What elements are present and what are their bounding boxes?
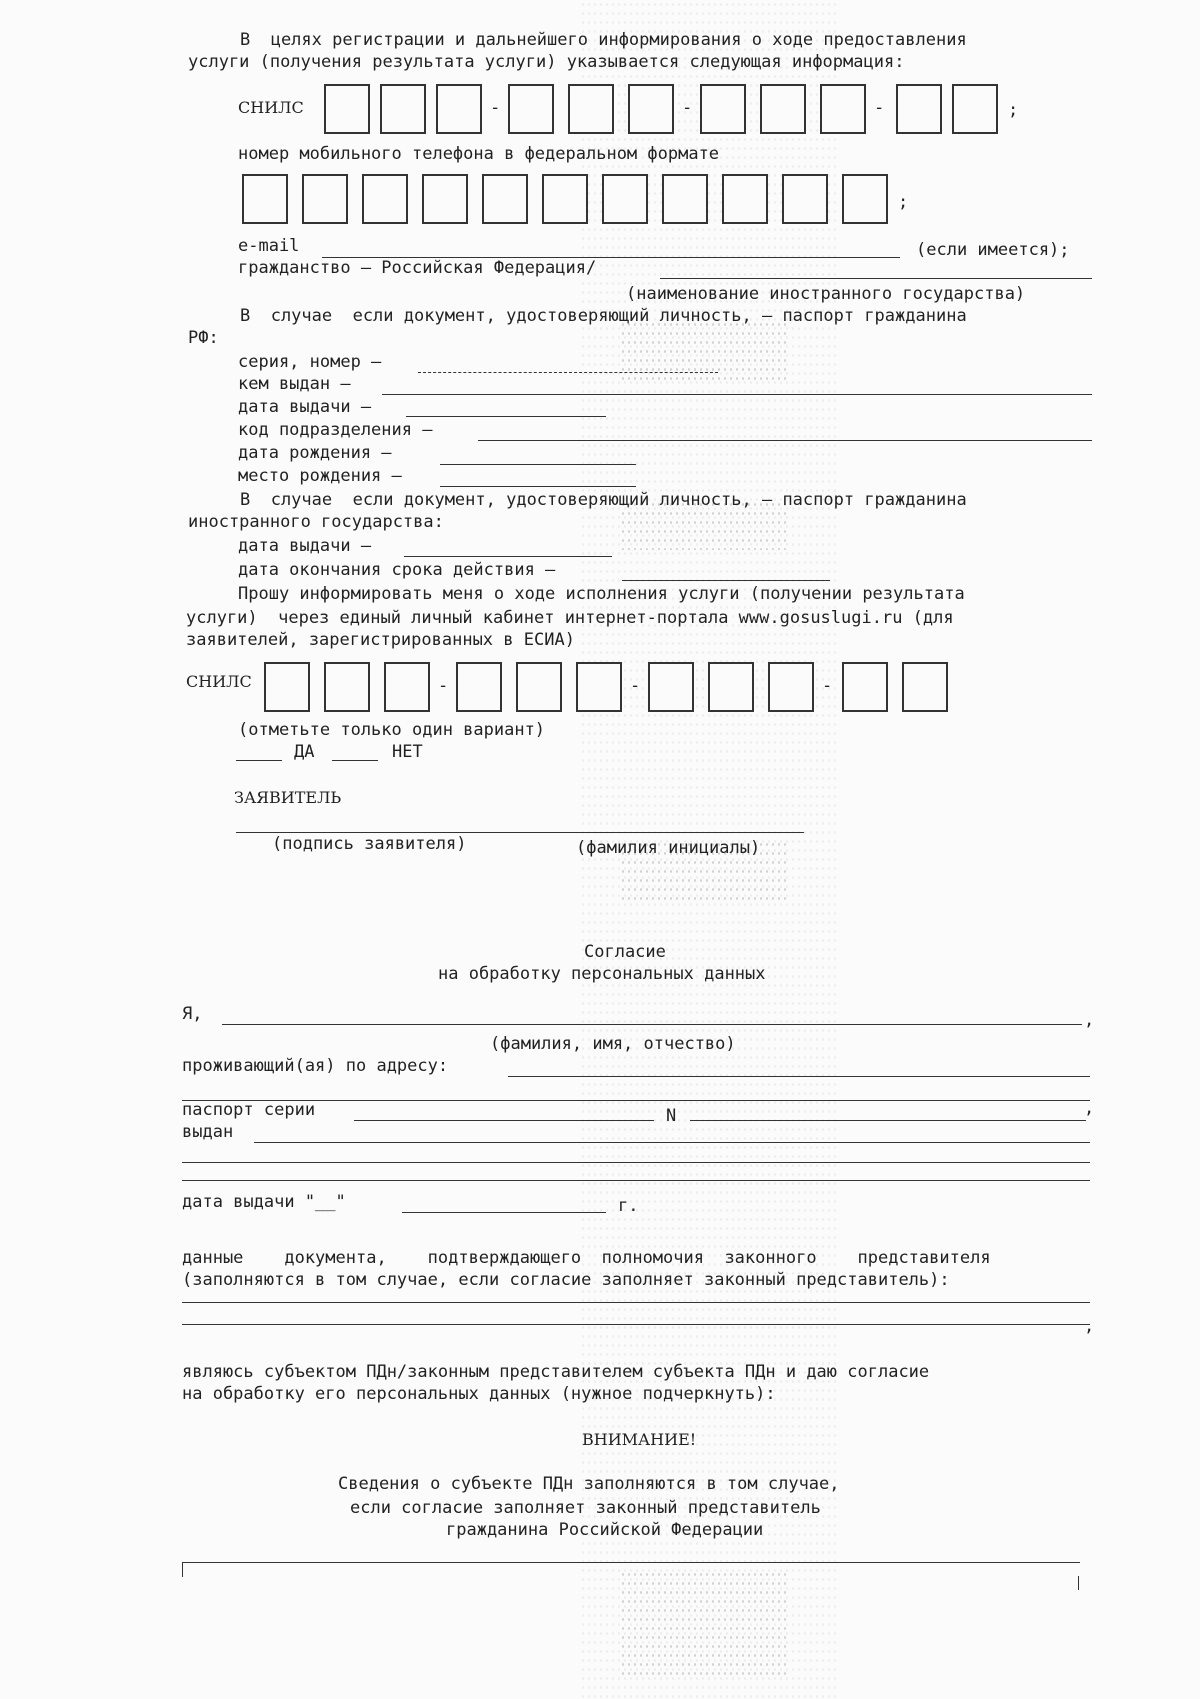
snils-digit-box[interactable]: [628, 84, 674, 134]
scan-noise: [620, 1570, 790, 1680]
snils-digit-box[interactable]: [842, 662, 888, 712]
snils-digit-box[interactable]: [902, 662, 948, 712]
snils-digit-box[interactable]: [324, 662, 370, 712]
issue-date-label: дата выдачи –: [238, 397, 372, 417]
phone-digit-box[interactable]: [602, 174, 648, 224]
snils-dash: -: [822, 676, 833, 696]
snils-dash: -: [682, 98, 693, 118]
citizenship-hint: (наименование иностранного государства): [626, 284, 1026, 304]
subject-text: являюсь субъектом ПДн/законным представителем субъекта ПДн и даю согласие: [182, 1362, 930, 1382]
snils-digit-box[interactable]: [576, 662, 622, 712]
phone-digit-box[interactable]: [662, 174, 708, 224]
notify-text: заявителей, зарегистрированных в ЕСИА): [186, 630, 575, 650]
series-field[interactable]: [418, 372, 718, 373]
snils-digit-box[interactable]: [952, 84, 998, 134]
dept-code-label: код подразделения –: [238, 420, 433, 440]
snils-digit-box[interactable]: [768, 662, 814, 712]
issued-field-3[interactable]: [182, 1180, 1090, 1181]
snils-label: СНИЛС: [238, 98, 304, 117]
rf-passport-intro: РФ:: [188, 328, 219, 348]
snils-label: СНИЛС: [186, 672, 252, 691]
issued-field[interactable]: [254, 1142, 1090, 1143]
phone-digit-box[interactable]: [482, 174, 528, 224]
series-label: серия, номер –: [238, 352, 382, 372]
consent-title: Согласие: [584, 942, 666, 962]
signature-hint: (подпись заявителя): [272, 834, 467, 854]
foreign-issue-date-label: дата выдачи –: [238, 536, 372, 556]
phone-digit-box[interactable]: [842, 174, 888, 224]
snils-digit-box[interactable]: [896, 84, 942, 134]
issued-by-field[interactable]: [382, 394, 1092, 395]
notify-text: Прошу информировать меня о ходе исполнения услуги (получении результата: [238, 584, 965, 604]
dept-code-field[interactable]: [478, 440, 1092, 441]
snils-digit-box[interactable]: [384, 662, 430, 712]
fio-hint: (фамилия, имя, отчество): [490, 1034, 736, 1054]
passport-series-field[interactable]: [354, 1120, 654, 1121]
birth-date-label: дата рождения –: [238, 443, 392, 463]
scan-noise: [620, 320, 790, 380]
snils-digit-box[interactable]: [380, 84, 426, 134]
representative-field[interactable]: [182, 1302, 1090, 1303]
applicant-signature-field[interactable]: [236, 832, 804, 833]
representative-text: (заполняются в том случае, если согласие заполняет законный представитель):: [182, 1270, 950, 1290]
applicant-title: ЗАЯВИТЕЛЬ: [234, 788, 342, 807]
phone-digit-box[interactable]: [722, 174, 768, 224]
comma: ,: [1084, 1010, 1095, 1030]
name-hint: (фамилия инициалы): [576, 838, 761, 858]
snils-digit-box[interactable]: [324, 84, 370, 134]
notify-text: услуги) через единый личный кабинет интернет-портала www.gosuslugi.ru (для: [186, 608, 954, 628]
snils-digit-box[interactable]: [708, 662, 754, 712]
subject-text: на обработку его персональных данных (нужное подчеркнуть):: [182, 1384, 776, 1404]
issue-date-label: дата выдачи "__": [182, 1192, 346, 1212]
phone-end: ;: [898, 192, 909, 212]
snils-digit-box[interactable]: [568, 84, 614, 134]
issued-field-2[interactable]: [182, 1162, 1090, 1163]
issue-date-field[interactable]: [406, 416, 606, 417]
attention-note: если согласие заполняет законный представитель: [350, 1498, 821, 1518]
address-label: проживающий(ая) по адресу:: [182, 1056, 449, 1076]
snils-digit-box[interactable]: [456, 662, 502, 712]
choice-hint: (отметьте только один вариант): [238, 720, 546, 740]
year-label: г.: [618, 1196, 639, 1216]
frame-right-edge: [1078, 1576, 1079, 1590]
email-label: e-mail: [238, 236, 300, 256]
citizenship-label: гражданство – Российская Федерация/: [238, 258, 597, 278]
citizenship-field[interactable]: [660, 278, 1092, 279]
snils-dash: -: [490, 98, 501, 118]
issued-by-label: кем выдан –: [238, 374, 351, 394]
issue-date-field[interactable]: [402, 1212, 606, 1213]
passport-number-label: N: [666, 1106, 677, 1126]
intro-line: услуги (получения результата услуги) указывается следующая информация:: [188, 52, 905, 72]
representative-text: данные документа, подтверждающего полномочия законного представителя: [182, 1248, 991, 1268]
phone-digit-box[interactable]: [542, 174, 588, 224]
comma: ,: [1084, 1316, 1095, 1336]
attention-note: Сведения о субъекте ПДн заполняются в том случае,: [338, 1474, 840, 1494]
no-label: НЕТ: [392, 742, 423, 762]
rf-passport-intro: В случае если документ, удостоверяющий личность, – паспорт гражданина: [240, 306, 967, 326]
snils-end: ;: [1008, 100, 1019, 120]
intro-line: В целях регистрации и дальнейшего информирования о ходе предоставления: [240, 30, 967, 50]
representative-field-2[interactable]: [182, 1324, 1090, 1325]
phone-label: номер мобильного телефона в федеральном формате: [238, 144, 720, 164]
snils-digit-box[interactable]: [436, 84, 482, 134]
issued-label: выдан: [182, 1122, 234, 1142]
attention-label: ВНИМАНИЕ!: [582, 1430, 697, 1449]
foreign-passport-intro: иностранного государства:: [188, 512, 444, 532]
expiry-label: дата окончания срока действия –: [238, 560, 556, 580]
phone-digit-box[interactable]: [362, 174, 408, 224]
expiry-field[interactable]: [622, 580, 830, 581]
passport-series-label: паспорт серии: [182, 1100, 316, 1120]
birth-place-label: место рождения –: [238, 466, 402, 486]
phone-digit-box[interactable]: [422, 174, 468, 224]
birth-place-field[interactable]: [440, 486, 636, 487]
yes-label: ДА: [294, 742, 315, 762]
comma: ,: [1084, 1098, 1095, 1118]
frame-left-edge: [182, 1563, 183, 1577]
attention-note: гражданина Российской Федерации: [446, 1520, 764, 1540]
snils-dash: -: [874, 98, 885, 118]
foreign-passport-intro: В случае если документ, удостоверяющий личность, – паспорт гражданина: [240, 490, 967, 510]
phone-digit-box[interactable]: [782, 174, 828, 224]
snils-digit-box[interactable]: [820, 84, 866, 134]
no-field[interactable]: [332, 760, 378, 761]
snils-digit-box[interactable]: [508, 84, 554, 134]
email-suffix: (если имеется);: [916, 240, 1070, 260]
consent-i: Я,: [182, 1004, 203, 1024]
phone-digit-box[interactable]: [242, 174, 288, 224]
address-field-2[interactable]: [182, 1100, 1090, 1101]
snils-digit-box[interactable]: [516, 662, 562, 712]
snils-digit-box[interactable]: [264, 662, 310, 712]
fio-field[interactable]: [222, 1024, 1082, 1025]
address-field[interactable]: [508, 1076, 1090, 1077]
snils-digit-box[interactable]: [648, 662, 694, 712]
snils-digit-box[interactable]: [760, 84, 806, 134]
birth-date-field[interactable]: [440, 464, 636, 465]
consent-subtitle: на обработку персональных данных: [438, 964, 766, 984]
foreign-issue-date-field[interactable]: [404, 556, 612, 557]
snils-digit-box[interactable]: [700, 84, 746, 134]
snils-dash: -: [630, 676, 641, 696]
phone-digit-box[interactable]: [302, 174, 348, 224]
passport-number-field[interactable]: [690, 1120, 1086, 1121]
snils-dash: -: [438, 676, 449, 696]
frame-top-edge: [182, 1562, 1080, 1563]
yes-field[interactable]: [236, 760, 282, 761]
